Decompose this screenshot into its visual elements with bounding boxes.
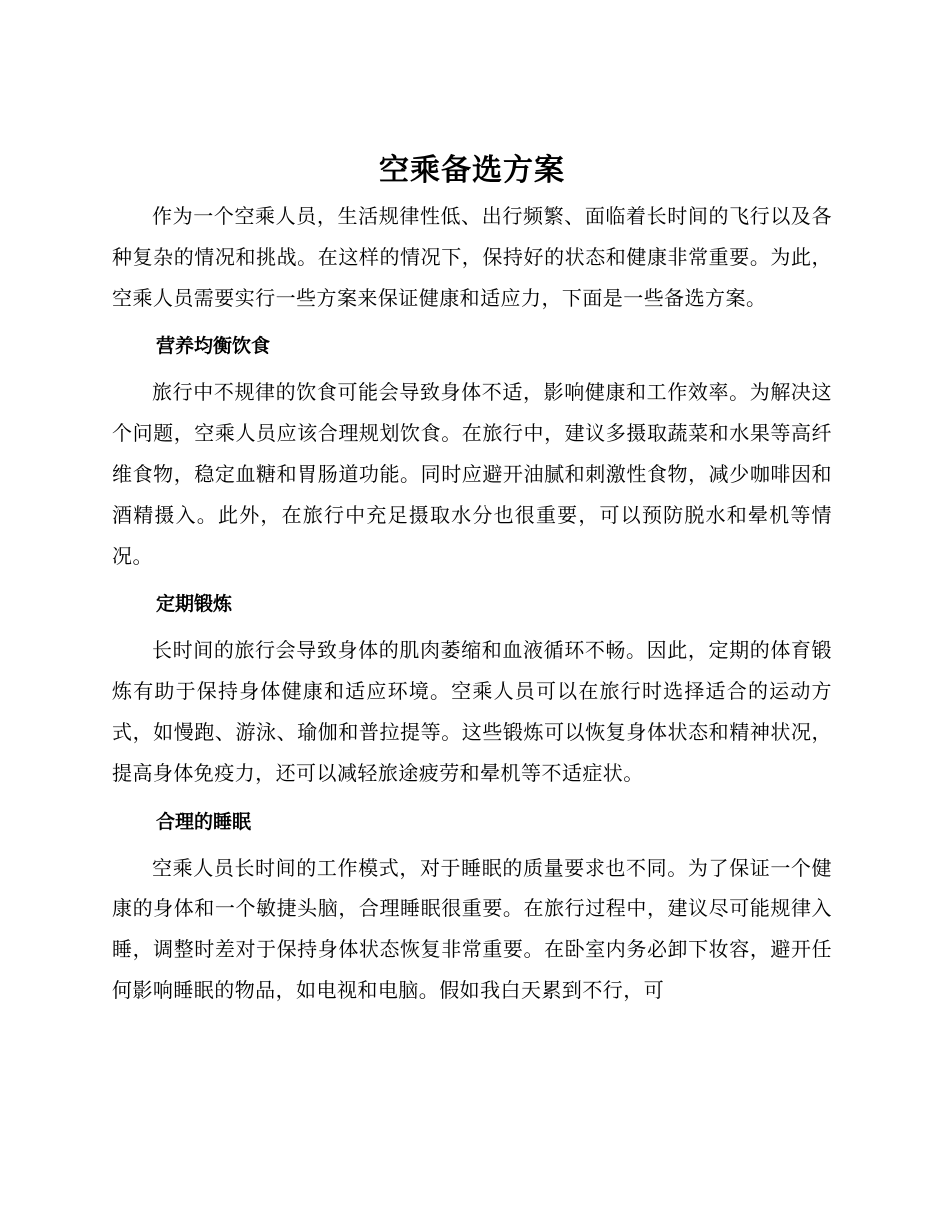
section-heading-exercise: 定期锻炼: [156, 593, 233, 616]
document-page: [112, 148, 832, 1011]
intro-paragraph: 作为一个空乘人员，生活规律性低、出行频繁、面临着长时间的飞行以及各种复杂的情况和挑战。在这样的情况下，保持好的状态和健康非常重要。为此，空乘人员需要实行一些方案来保证健康和适应力，下面是一些备选方案。: [112, 204, 832, 310]
section-heading-sleep: 合理的睡眠: [156, 810, 252, 833]
section-body-exercise: 长时间的旅行会导致身体的肌肉萎缩和血液循环不畅。因此，定期的体育锻炼有助于保持身体健康和适应环境。空乘人员可以在旅行时选择适合的运动方式，如慢跑、游泳、瑜伽和普拉提等。这些锻炼可以恢复身体状态和精神状况，提高身体免疫力，还可以减轻旅途疲劳和晕机等不适症状。: [112, 638, 832, 785]
document-title: 空乘备选方案: [379, 153, 565, 188]
section-body-sleep: 空乘人员长时间的工作模式，对于睡眠的质量要求也不同。为了保证一个健康的身体和一个敏捷头脑，合理睡眠很重要。在旅行过程中，建议尽可能规律入睡，调整时差对于保持身体状态恢复非常重要。在卧室内务必卸下妆容，避开任何影响睡眠的物品，如电视和电脑。假如我白天累到不行，可: [112, 855, 832, 1002]
section-body-nutrition: 旅行中不规律的饮食可能会导致身体不适，影响健康和工作效率。为解决这个问题，空乘人员应该合理规划饮食。在旅行中，建议多摄取蔬菜和水果等高纤维食物，稳定血糖和胃肠道功能。同时应避开油腻和刺激性食物，减少咖啡因和酒精摄入。此外，在旅行中充足摄取水分也很重要，可以预防脱水和晕机等情况。: [112, 380, 832, 568]
section-heading-nutrition: 营养均衡饮食: [156, 335, 271, 358]
